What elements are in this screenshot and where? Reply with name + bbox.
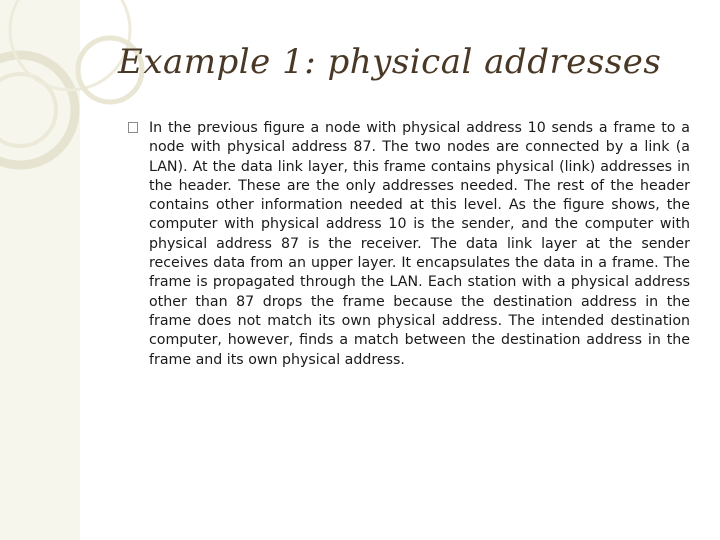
- bullet-text: In the previous figure a node with physical address 10 sends a frame to a node with physical address 87. The two nodes are connected by a link (a LAN). At the data link layer, this frame contains physical (link) addresses in the header. These are the only addresses needed. The rest of the header contains other information needed at this level. As the figure shows, the computer with physical address 10 is the sender, and the computer with physical address 87 is the receiver. The data link layer at the sender receives data from an upper layer. It encapsulates the data in a frame. The frame is propagated through the LAN. Each station with a physical address other than 87 drops the frame because the destination address in the frame does not match its own physical address. The intended destination computer, however, finds a match between the destination address in the frame and its own physical address.: [149, 120, 690, 368]
- bullet-square-icon: [128, 122, 138, 133]
- bullet-item: [128, 119, 696, 370]
- slide-title: Example 1: physical addresses: [118, 42, 662, 82]
- left-side-panel: [0, 0, 80, 540]
